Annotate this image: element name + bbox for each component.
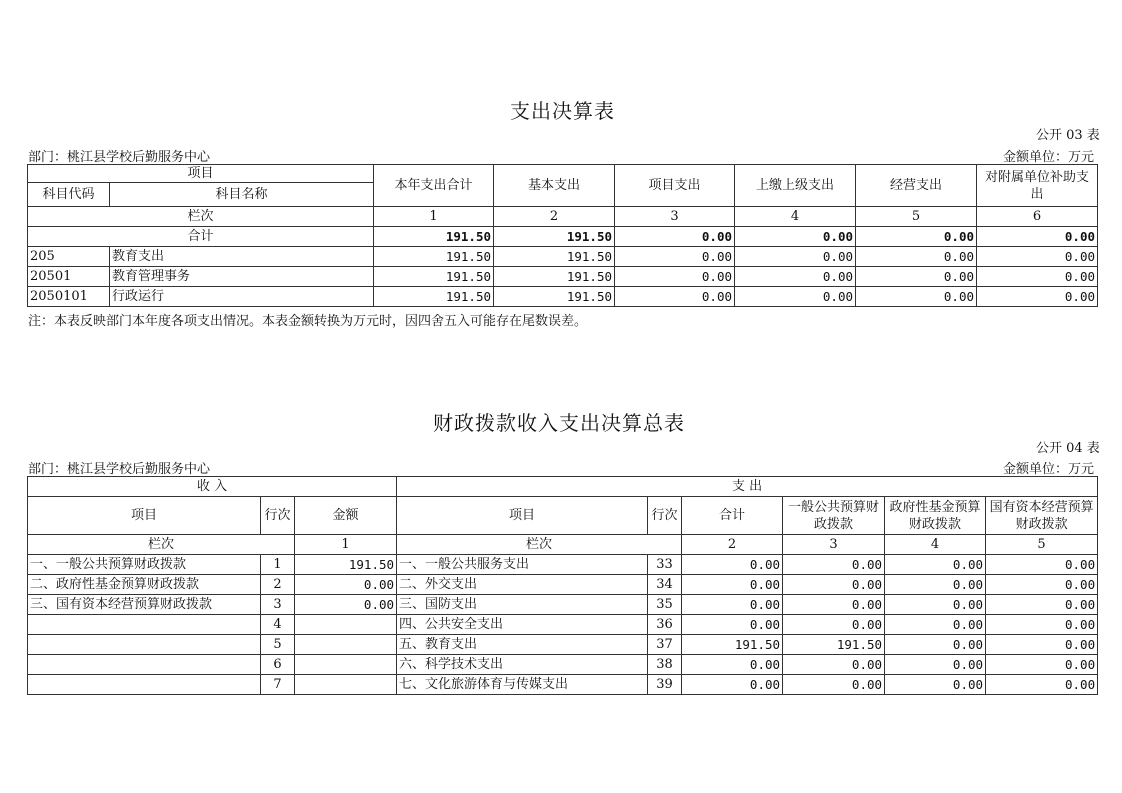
expense-row-no: 38 [648, 655, 682, 675]
cell-value: 191.50 [682, 635, 783, 655]
total-value: 191.50 [374, 227, 494, 247]
expense-item: 四、公共安全支出 [397, 615, 648, 635]
income-row-no: 6 [261, 655, 295, 675]
income-amount [295, 615, 397, 635]
table-row [28, 287, 1098, 307]
expenditure-table [27, 164, 1098, 307]
total-value: 191.50 [494, 227, 615, 247]
income-row-no: 1 [261, 555, 295, 575]
income-item: 二、政府性基金预算财政拨款 [28, 575, 261, 595]
header-total-expense: 本年支出合计 [374, 165, 494, 207]
income-item: 三、国有资本经营预算财政拨款 [28, 595, 261, 615]
header-row-no: 行次 [261, 497, 295, 535]
table-row [28, 615, 1098, 635]
cell-value: 0.00 [885, 615, 986, 635]
table-row [28, 555, 1098, 575]
header-amount: 金额 [295, 497, 397, 535]
header-expense: 支 出 [397, 477, 1098, 497]
table-row [28, 675, 1098, 695]
subject-name: 教育管理事务 [110, 267, 374, 287]
cell-value: 191.50 [494, 267, 615, 287]
table2-unit: 金额单位：万元 [1003, 462, 1095, 477]
cell-value: 0.00 [856, 267, 977, 287]
table-row [28, 247, 1098, 267]
expense-row-no: 39 [648, 675, 682, 695]
total-value: 0.00 [977, 227, 1098, 247]
cell-value: 0.00 [986, 615, 1098, 635]
cell-value: 0.00 [977, 287, 1098, 307]
cell-value: 0.00 [783, 555, 885, 575]
cell-value: 0.00 [682, 675, 783, 695]
cell-value: 0.00 [682, 655, 783, 675]
fiscal-appropriation-table [27, 476, 1098, 695]
header-code: 科目代码 [28, 183, 110, 207]
header-project-expense: 项目支出 [615, 165, 735, 207]
income-item [28, 635, 261, 655]
table2-form-no: 公开 04 表 [1036, 441, 1100, 456]
cell-value: 0.00 [615, 267, 735, 287]
cell-value: 0.00 [986, 555, 1098, 575]
table1-title: 支出决算表 [510, 99, 615, 123]
cell-value: 0.00 [977, 267, 1098, 287]
table-row [28, 595, 1098, 615]
header-row-no: 行次 [648, 497, 682, 535]
expense-item: 一、一般公共服务支出 [397, 555, 648, 575]
table1-unit: 金额单位：万元 [1003, 150, 1095, 165]
table-row [28, 267, 1098, 287]
expense-item: 二、外交支出 [397, 575, 648, 595]
income-amount: 0.00 [295, 575, 397, 595]
cell-value: 191.50 [783, 635, 885, 655]
table1-department: 部门：桃江县学校后勤服务中心 [28, 150, 211, 165]
cell-value: 0.00 [682, 615, 783, 635]
cell-value: 0.00 [977, 247, 1098, 267]
cell-value: 0.00 [682, 575, 783, 595]
income-amount: 191.50 [295, 555, 397, 575]
col-num: 6 [977, 207, 1098, 227]
cell-value: 0.00 [986, 575, 1098, 595]
cell-value: 191.50 [494, 247, 615, 267]
header-project: 项目 [28, 165, 374, 183]
cell-value: 0.00 [986, 595, 1098, 615]
expense-item: 三、国防支出 [397, 595, 648, 615]
header-name: 科目名称 [110, 183, 374, 207]
table-row [28, 635, 1098, 655]
cell-value: 0.00 [682, 595, 783, 615]
income-item [28, 615, 261, 635]
income-item [28, 675, 261, 695]
header-general-budget: 一般公共预算财政拨款 [783, 497, 885, 535]
cell-value: 0.00 [885, 635, 986, 655]
header-state-capital: 国有资本经营预算财政拨款 [986, 497, 1098, 535]
subject-name: 行政运行 [110, 287, 374, 307]
table1-note: 注：本表反映部门本年度各项支出情况。本表金额转换为万元时，因四舍五入可能存在尾数误差。 [28, 314, 588, 329]
income-amount: 0.00 [295, 595, 397, 615]
header-business-expense: 经营支出 [856, 165, 977, 207]
total-label: 合计 [28, 227, 374, 247]
total-value: 0.00 [856, 227, 977, 247]
col-num: 4 [885, 535, 986, 555]
expense-row-no: 33 [648, 555, 682, 575]
header-item: 项目 [28, 497, 261, 535]
col-num: 2 [682, 535, 783, 555]
table2-title: 财政拨款收入支出决算总表 [433, 411, 685, 435]
cell-value: 0.00 [783, 655, 885, 675]
income-row-no: 4 [261, 615, 295, 635]
income-amount [295, 675, 397, 695]
cell-value: 0.00 [783, 575, 885, 595]
cell-value: 191.50 [374, 267, 494, 287]
cell-value: 0.00 [783, 615, 885, 635]
col-num: 3 [783, 535, 885, 555]
income-row-no: 2 [261, 575, 295, 595]
subject-code: 2050101 [28, 287, 110, 307]
cell-value: 191.50 [374, 247, 494, 267]
header-item: 项目 [397, 497, 648, 535]
cell-value: 0.00 [615, 287, 735, 307]
cell-value: 0.00 [986, 635, 1098, 655]
header-basic-expense: 基本支出 [494, 165, 615, 207]
expense-row-no: 35 [648, 595, 682, 615]
header-total: 合计 [682, 497, 783, 535]
col-num: 2 [494, 207, 615, 227]
table-row [28, 655, 1098, 675]
income-item [28, 655, 261, 675]
cell-value: 0.00 [885, 655, 986, 675]
income-row-no: 3 [261, 595, 295, 615]
expense-row-no: 37 [648, 635, 682, 655]
col-num: 5 [986, 535, 1098, 555]
total-value: 0.00 [735, 227, 856, 247]
cell-value: 191.50 [494, 287, 615, 307]
income-row-no: 5 [261, 635, 295, 655]
col-num: 5 [856, 207, 977, 227]
cell-value: 0.00 [682, 555, 783, 575]
expense-row-no: 34 [648, 575, 682, 595]
expense-item: 六、科学技术支出 [397, 655, 648, 675]
cell-value: 0.00 [735, 247, 856, 267]
cell-value: 0.00 [783, 675, 885, 695]
header-gov-fund: 政府性基金预算财政拨款 [885, 497, 986, 535]
income-amount [295, 635, 397, 655]
income-row-no: 7 [261, 675, 295, 695]
cell-value: 0.00 [735, 287, 856, 307]
cell-value: 0.00 [885, 595, 986, 615]
subject-code: 20501 [28, 267, 110, 287]
table-row [28, 575, 1098, 595]
header-remit-expense: 上缴上级支出 [735, 165, 856, 207]
table1-form-no: 公开 03 表 [1036, 128, 1100, 143]
cell-value: 0.00 [615, 247, 735, 267]
row-label: 栏次 [28, 535, 295, 555]
header-subsidy-expense: 对附属单位补助支出 [977, 165, 1098, 207]
header-income: 收 入 [28, 477, 397, 497]
row-label: 栏次 [28, 207, 374, 227]
cell-value: 0.00 [783, 595, 885, 615]
table2-department: 部门：桃江县学校后勤服务中心 [28, 462, 211, 477]
subject-code: 205 [28, 247, 110, 267]
cell-value: 191.50 [374, 287, 494, 307]
expense-item: 七、文化旅游体育与传媒支出 [397, 675, 648, 695]
col-num: 1 [374, 207, 494, 227]
row-label: 栏次 [397, 535, 682, 555]
col-num: 3 [615, 207, 735, 227]
income-item: 一、一般公共预算财政拨款 [28, 555, 261, 575]
expense-row-no: 36 [648, 615, 682, 635]
col-num: 1 [295, 535, 397, 555]
cell-value: 0.00 [986, 675, 1098, 695]
total-row [28, 227, 1098, 247]
expense-item: 五、教育支出 [397, 635, 648, 655]
cell-value: 0.00 [885, 555, 986, 575]
cell-value: 0.00 [885, 575, 986, 595]
cell-value: 0.00 [856, 287, 977, 307]
cell-value: 0.00 [856, 247, 977, 267]
cell-value: 0.00 [986, 655, 1098, 675]
subject-name: 教育支出 [110, 247, 374, 267]
cell-value: 0.00 [885, 675, 986, 695]
cell-value: 0.00 [735, 267, 856, 287]
col-num: 4 [735, 207, 856, 227]
income-amount [295, 655, 397, 675]
total-value: 0.00 [615, 227, 735, 247]
